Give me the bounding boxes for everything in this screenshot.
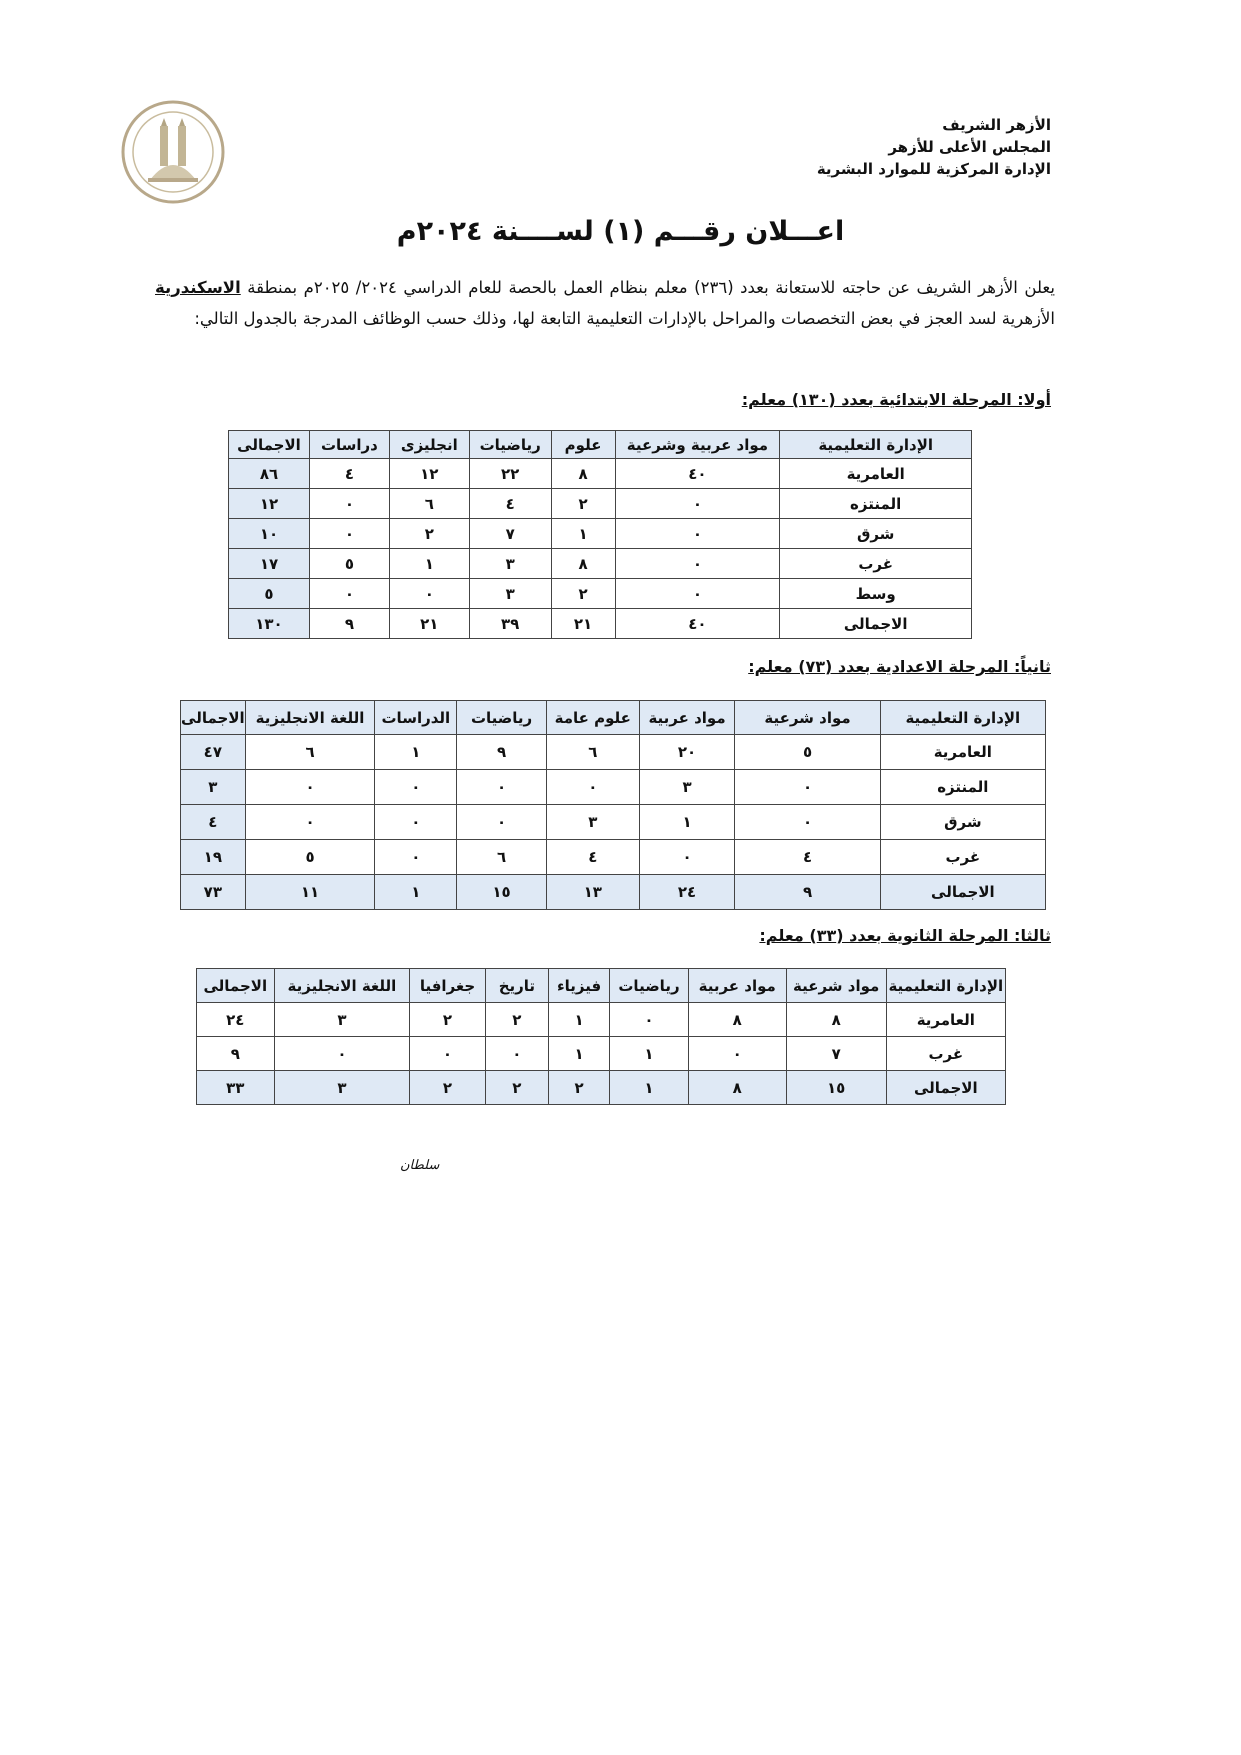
table-row	[229, 579, 972, 609]
table-cell: ٠	[735, 805, 880, 840]
table-cell: ٤	[181, 805, 246, 840]
col-header: جغرافيا	[410, 969, 485, 1003]
table-cell: ٠	[610, 1003, 689, 1037]
table-cell: ١٥	[457, 875, 547, 910]
signature: سلطان	[400, 1158, 440, 1173]
table-cell: ٠	[615, 549, 780, 579]
intro-region: الاسكندرية	[155, 278, 241, 297]
table-row	[197, 1037, 1006, 1071]
table-cell: ٠	[639, 840, 735, 875]
col-header: علوم	[551, 431, 615, 459]
col-header: فيزياء	[549, 969, 610, 1003]
table-cell: ٠	[245, 770, 375, 805]
col-header: الإدارة التعليمية	[886, 969, 1005, 1003]
table-total-row	[181, 875, 1046, 910]
table-cell: ٣٩	[469, 609, 551, 639]
table-cell: الاجمالى	[886, 1071, 1005, 1105]
col-header: علوم عامة	[546, 701, 639, 735]
table-cell: ٦	[546, 735, 639, 770]
table-cell: ٠	[485, 1037, 548, 1071]
table-cell: ١	[551, 519, 615, 549]
table-cell: ٠	[309, 489, 389, 519]
table-total-row	[229, 609, 972, 639]
table-cell: ٦	[245, 735, 375, 770]
table-cell: ٥	[245, 840, 375, 875]
col-header: الإدارة التعليمية	[880, 701, 1045, 735]
table-cell: ٠	[457, 805, 547, 840]
table-cell: ٥	[309, 549, 389, 579]
table-cell: ٣	[469, 579, 551, 609]
table-cell: وسط	[780, 579, 972, 609]
col-header: رياضيات	[457, 701, 547, 735]
col-header: اللغة الانجليزية	[274, 969, 410, 1003]
table-cell: ٣	[546, 805, 639, 840]
table-cell: ٢	[410, 1003, 485, 1037]
table-cell: ١	[639, 805, 735, 840]
table-cell: العامرية	[880, 735, 1045, 770]
table-cell: ٣	[639, 770, 735, 805]
table-row	[181, 805, 1046, 840]
table-cell: ٠	[274, 1037, 410, 1071]
table-cell: ١	[610, 1071, 689, 1105]
col-header: تاريخ	[485, 969, 548, 1003]
table-cell: ٢٢	[469, 459, 551, 489]
table-cell: ٩	[197, 1037, 275, 1071]
table-cell: العامرية	[886, 1003, 1005, 1037]
table-cell: ٧	[786, 1037, 886, 1071]
table-cell: ١٣	[546, 875, 639, 910]
table-row	[181, 770, 1046, 805]
table-cell: ٢	[551, 579, 615, 609]
table-cell: ٤٠	[615, 459, 780, 489]
table-cell: ٠	[615, 519, 780, 549]
table-cell: ٥	[735, 735, 880, 770]
table-cell: ١	[610, 1037, 689, 1071]
org-line-2: المجلس الأعلى للأزهر	[888, 138, 1051, 156]
col-header: دراسات	[309, 431, 389, 459]
table-cell: ٩	[457, 735, 547, 770]
table-cell: ٠	[615, 579, 780, 609]
table-cell: الاجمالى	[880, 875, 1045, 910]
table-cell: ٤	[735, 840, 880, 875]
table-cell: ٨	[551, 459, 615, 489]
table-cell: غرب	[880, 840, 1045, 875]
table-cell: ٠	[309, 579, 389, 609]
table-cell: ٠	[375, 840, 457, 875]
table-cell: ٢٠	[639, 735, 735, 770]
col-header: انجليزى	[389, 431, 469, 459]
table-cell: ٠	[410, 1037, 485, 1071]
col-header: رياضيات	[469, 431, 551, 459]
table-cell: ٢	[410, 1071, 485, 1105]
table-row	[229, 489, 972, 519]
table-cell: ٠	[615, 489, 780, 519]
table-cell: ٠	[546, 770, 639, 805]
table-cell: ٢٤	[197, 1003, 275, 1037]
table-cell: ٢	[485, 1003, 548, 1037]
table-cell: ٢٤	[639, 875, 735, 910]
table-cell: ٤	[546, 840, 639, 875]
table-cell: شرق	[780, 519, 972, 549]
table-cell: ٠	[389, 579, 469, 609]
table-cell: العامرية	[780, 459, 972, 489]
table-cell: ٠	[245, 805, 375, 840]
table-cell: ٧٣	[181, 875, 246, 910]
col-header: الاجمالى	[229, 431, 310, 459]
table-cell: ٤٠	[615, 609, 780, 639]
intro-part-2: الأزهرية لسد العجز في بعض التخصصات والمراحل بالإدارات التعليمية التابعة لها، وذلك حسب الوظائف المدرجة بالجدول التالي:	[194, 309, 1055, 328]
table-cell: المنتزه	[880, 770, 1045, 805]
table-row	[229, 459, 972, 489]
preparatory-stage-table	[180, 700, 1046, 910]
org-line-1: الأزهر الشريف	[942, 116, 1051, 134]
primary-stage-table	[228, 430, 972, 639]
table-row	[181, 735, 1046, 770]
table-cell: ٨	[688, 1071, 786, 1105]
table-cell: شرق	[880, 805, 1045, 840]
table-cell: ١	[375, 875, 457, 910]
col-header: رياضيات	[610, 969, 689, 1003]
table-cell: الاجمالى	[780, 609, 972, 639]
table-cell: ١٠	[229, 519, 310, 549]
table-cell: ٢١	[389, 609, 469, 639]
announcement-intro	[155, 272, 1055, 334]
table-cell: ٣٣	[197, 1071, 275, 1105]
table-cell: ٧	[469, 519, 551, 549]
table-cell: ٨	[688, 1003, 786, 1037]
table-row	[229, 549, 972, 579]
col-header: مواد عربية	[688, 969, 786, 1003]
table-cell: ٢	[389, 519, 469, 549]
table-cell: ٦	[457, 840, 547, 875]
table-cell: ٣	[274, 1071, 410, 1105]
col-header: الاجمالى	[181, 701, 246, 735]
table-cell: ١	[375, 735, 457, 770]
table-cell: ٢١	[551, 609, 615, 639]
table-cell: ٨٦	[229, 459, 310, 489]
table-cell: ٦	[389, 489, 469, 519]
table-cell: ١٧	[229, 549, 310, 579]
table-cell: ٨	[551, 549, 615, 579]
preparatory-stage-heading: ثانياً: المرحلة الاعدادية بعدد (٧٣) معلم:	[748, 657, 1051, 676]
al-azhar-logo	[118, 92, 228, 212]
col-header: مواد شرعية	[735, 701, 880, 735]
table-cell: ٢	[485, 1071, 548, 1105]
table-cell: المنتزه	[780, 489, 972, 519]
table-cell: ٩	[735, 875, 880, 910]
table-cell: ٤٧	[181, 735, 246, 770]
table-cell: ٣	[274, 1003, 410, 1037]
table-cell: ٣	[181, 770, 246, 805]
table-row	[229, 519, 972, 549]
col-header: مواد عربية وشرعية	[615, 431, 780, 459]
table-cell: ٠	[375, 770, 457, 805]
table-row	[181, 840, 1046, 875]
intro-part-1: يعلن الأزهر الشريف عن حاجته للاستعانة بعدد (٢٣٦) معلم بنظام العمل بالحصة للعام الدراسي ٢٠٢٤/ ٢٠٢٥م بمنطقة	[247, 278, 1055, 297]
table-cell: ١٩	[181, 840, 246, 875]
col-header: الإدارة التعليمية	[780, 431, 972, 459]
col-header: اللغة الانجليزية	[245, 701, 375, 735]
table-cell: ١٣٠	[229, 609, 310, 639]
secondary-stage-table	[196, 968, 1006, 1105]
secondary-stage-heading: ثالثا: المرحلة الثانوية بعدد (٣٣) معلم:	[759, 926, 1051, 945]
col-header: مواد شرعية	[786, 969, 886, 1003]
org-line-3: الإدارة المركزية للموارد البشرية	[816, 160, 1051, 178]
table-cell: ٠	[688, 1037, 786, 1071]
table-row	[197, 1003, 1006, 1037]
col-header: الاجمالى	[197, 969, 275, 1003]
table-cell: ٠	[309, 519, 389, 549]
primary-stage-heading: أولا: المرحلة الابتدائية بعدد (١٣٠) معلم:	[741, 390, 1051, 409]
table-cell: غرب	[886, 1037, 1005, 1071]
table-cell: ٩	[309, 609, 389, 639]
table-cell: ٥	[229, 579, 310, 609]
table-cell: ٤	[469, 489, 551, 519]
table-cell: ٠	[735, 770, 880, 805]
table-cell: غرب	[780, 549, 972, 579]
table-cell: ٢	[551, 489, 615, 519]
table-cell: ١	[549, 1003, 610, 1037]
table-cell: ١	[389, 549, 469, 579]
table-cell: ٠	[375, 805, 457, 840]
table-cell: ١١	[245, 875, 375, 910]
table-cell: ١٢	[389, 459, 469, 489]
announcement-title: اعـــلان رقـــم (١) لســــنة ٢٠٢٤م	[396, 216, 845, 247]
col-header: الدراسات	[375, 701, 457, 735]
table-total-row	[197, 1071, 1006, 1105]
table-cell: ٨	[786, 1003, 886, 1037]
col-header: مواد عربية	[639, 701, 735, 735]
table-cell: ٠	[457, 770, 547, 805]
table-cell: ١	[549, 1037, 610, 1071]
table-cell: ١٢	[229, 489, 310, 519]
table-cell: ٣	[469, 549, 551, 579]
table-cell: ١٥	[786, 1071, 886, 1105]
table-cell: ٤	[309, 459, 389, 489]
organization-header	[817, 114, 1051, 180]
table-cell: ٢	[549, 1071, 610, 1105]
